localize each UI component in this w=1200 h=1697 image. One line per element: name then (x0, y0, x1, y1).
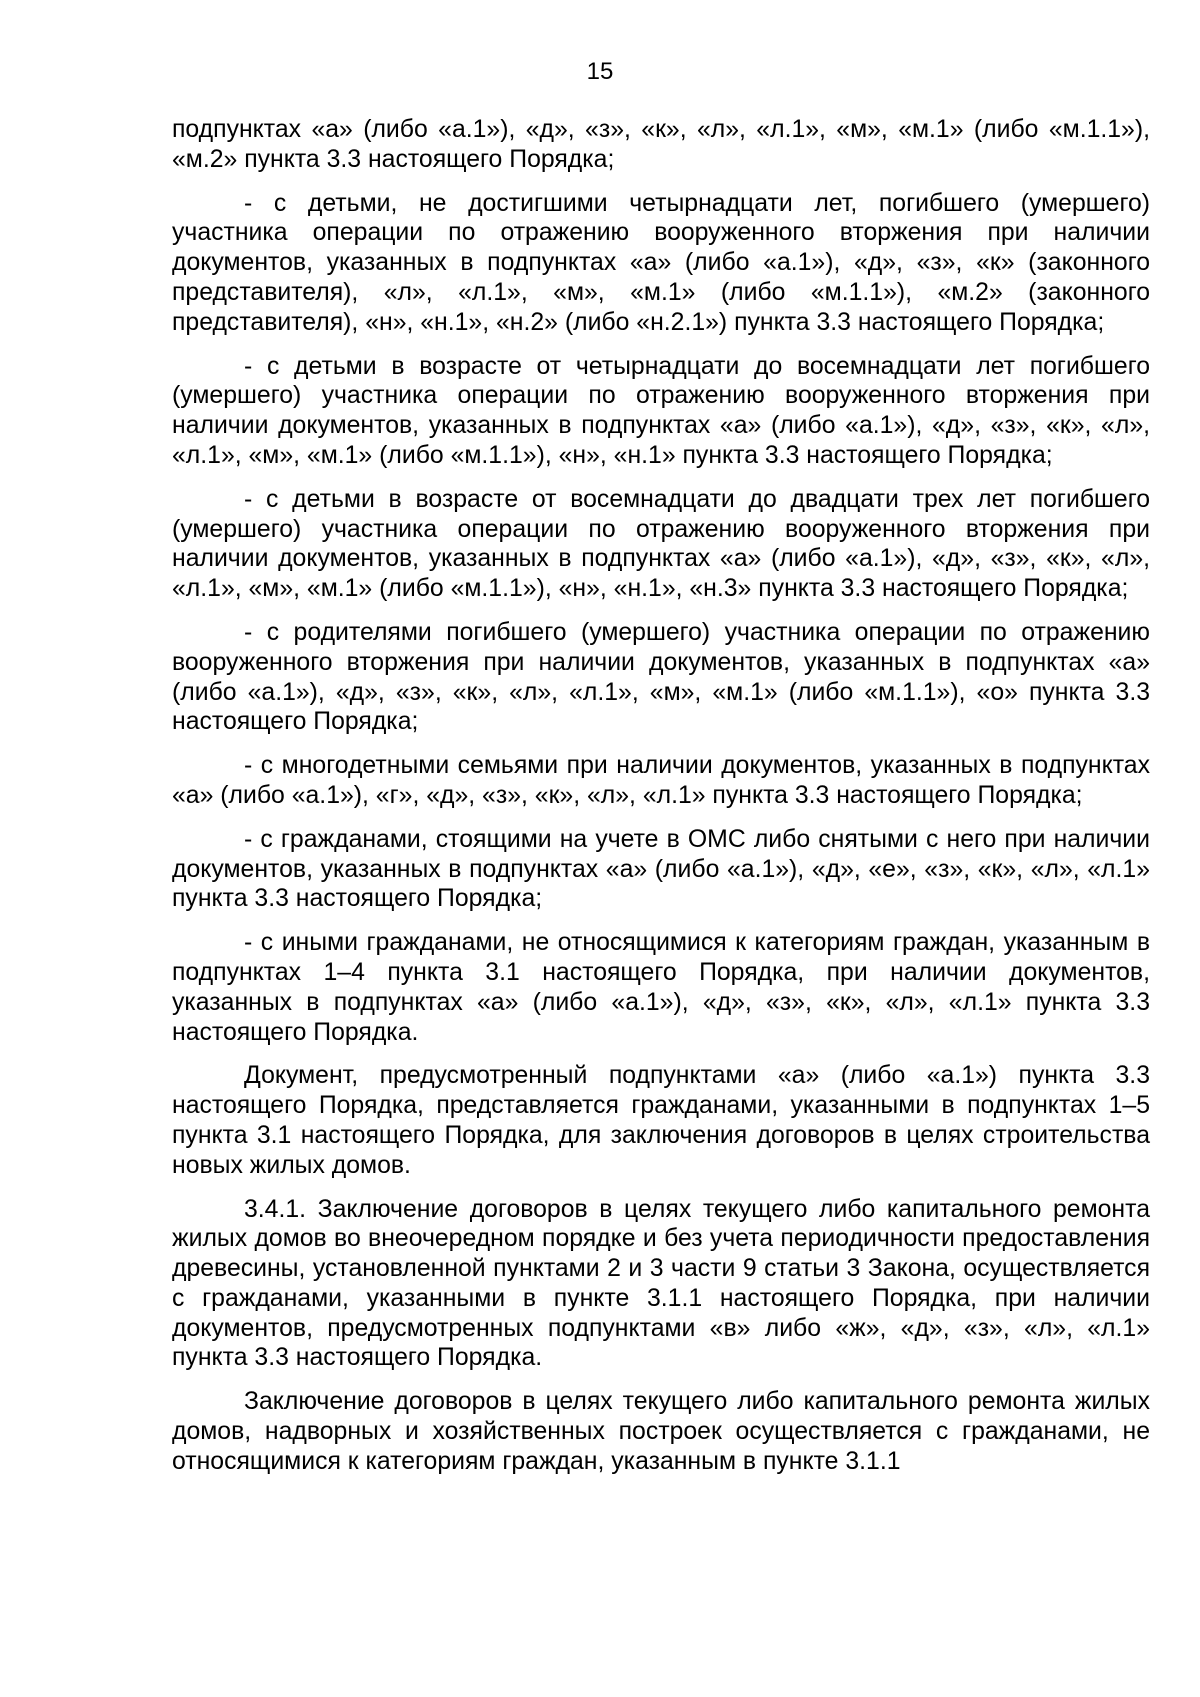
paragraph-document-note: Документ, предусмотренный подпунктами «а» (либо «а.1») пункта 3.3 настоящего Порядка, представляется гражданами, указанными в подпунктах 1–5 пункта 3.1 настоящего Порядка, для заключения договоров в целях строительства новых жилых домов. (172, 1062, 1150, 1179)
list-item-registered-citizens: - с гражданами, стоящими на учете в ОМС либо снятыми с него при наличии документов, указанных в подпунктах «а» (либо «а.1»), «д», «е», «з», «к», «л», «л.1» пункта 3.3 настоящего Порядка; (172, 825, 1150, 913)
list-item-large-families: - с многодетными семьями при наличии документов, указанных в подпунктах «а» (либо «а.1»), «г», «д», «з», «к», «л», «л.1» пункта 3.3 настоящего Порядка; (172, 752, 1150, 809)
list-item-children-under-14: - с детьми, не достигшими четырнадцати лет, погибшего (умершего) участника операции по отражению вооруженного вторжения при наличии документов, указанных в подпунктах «а» (либо «а.1»), «д», «з», «к» (законного представителя), «л», «л.1», «м», «м.1» (либо «м.1.1»), «м.2» (законного представителя), «н», «н.1», «н.2» (либо «н.2.1») пункта 3.3 настоящего Порядка; (172, 189, 1150, 336)
paragraph-section-3-4-1: 3.4.1. Заключение договоров в целях текущего либо капитального ремонта жилых домов во внеочередном порядке и без учета периодичности предоставления древесины, установленной пунктами 2 и 3 части 9 статьи 3 Закона, осуществляется с гражданами, указанными в пункте 3.1.1 настоящего Порядка, при наличии документов, предусмотренных подпунктами «в» либо «ж», «д», «з», «л», «л.1» пункта 3.3 настоящего Порядка. (172, 1195, 1150, 1372)
list-item-parents: - с родителями погибшего (умершего) участника операции по отражению вооруженного вторжения при наличии документов, указанных в подпунктах «а» (либо «а.1»), «д», «з», «к», «л», «л.1», «м», «м.1» (либо «м.1.1»), «о» пункта 3.3 настоящего Порядка; (172, 618, 1150, 736)
document-body (172, 115, 1150, 1477)
paragraph-continuation: подпунктах «а» (либо «а.1»), «д», «з», «к», «л», «л.1», «м», «м.1» (либо «м.1.1»), «м.2» пункта 3.3 настоящего Порядка; (172, 116, 1150, 173)
list-item-children-14-18: - с детьми в возрасте от четырнадцати до восемнадцати лет погибшего (умершего) участника операции по отражению вооруженного вторжения при наличии документов, указанных в подпунктах «а» (либо «а.1»), «д», «з», «к», «л», «л.1», «м», «м.1» (либо «м.1.1»), «н», «н.1» пункта 3.3 настоящего Порядка; (172, 352, 1150, 469)
list-item-children-18-23: - с детьми в возрасте от восемнадцати до двадцати трех лет погибшего (умершего) участника операции по отражению вооруженного вторжения при наличии документов, указанных в подпунктах «а» (либо «а.1»), «д», «з», «к», «л», «л.1», «м», «м.1» (либо «м.1.1»), «н», «н.1», «н.3» пункта 3.3 настоящего Порядка; (172, 485, 1150, 603)
list-item-other-citizens: - с иными гражданами, не относящимися к категориям граждан, указанным в подпунктах 1–4 пункта 3.1 настоящего Порядка, при наличии документов, указанных в подпунктах «а» (либо «а.1»), «д», «з», «к», «л», «л.1» пункта 3.3 настоящего Порядка. (172, 929, 1150, 1046)
paragraph-repair-contracts: Заключение договоров в целях текущего либо капитального ремонта жилых домов, надворных и хозяйственных построек осуществляется с гражданами, не относящимися к категориям граждан, указанным в пункте 3.1.1 (172, 1388, 1150, 1475)
page-number: 15 (586, 58, 614, 85)
